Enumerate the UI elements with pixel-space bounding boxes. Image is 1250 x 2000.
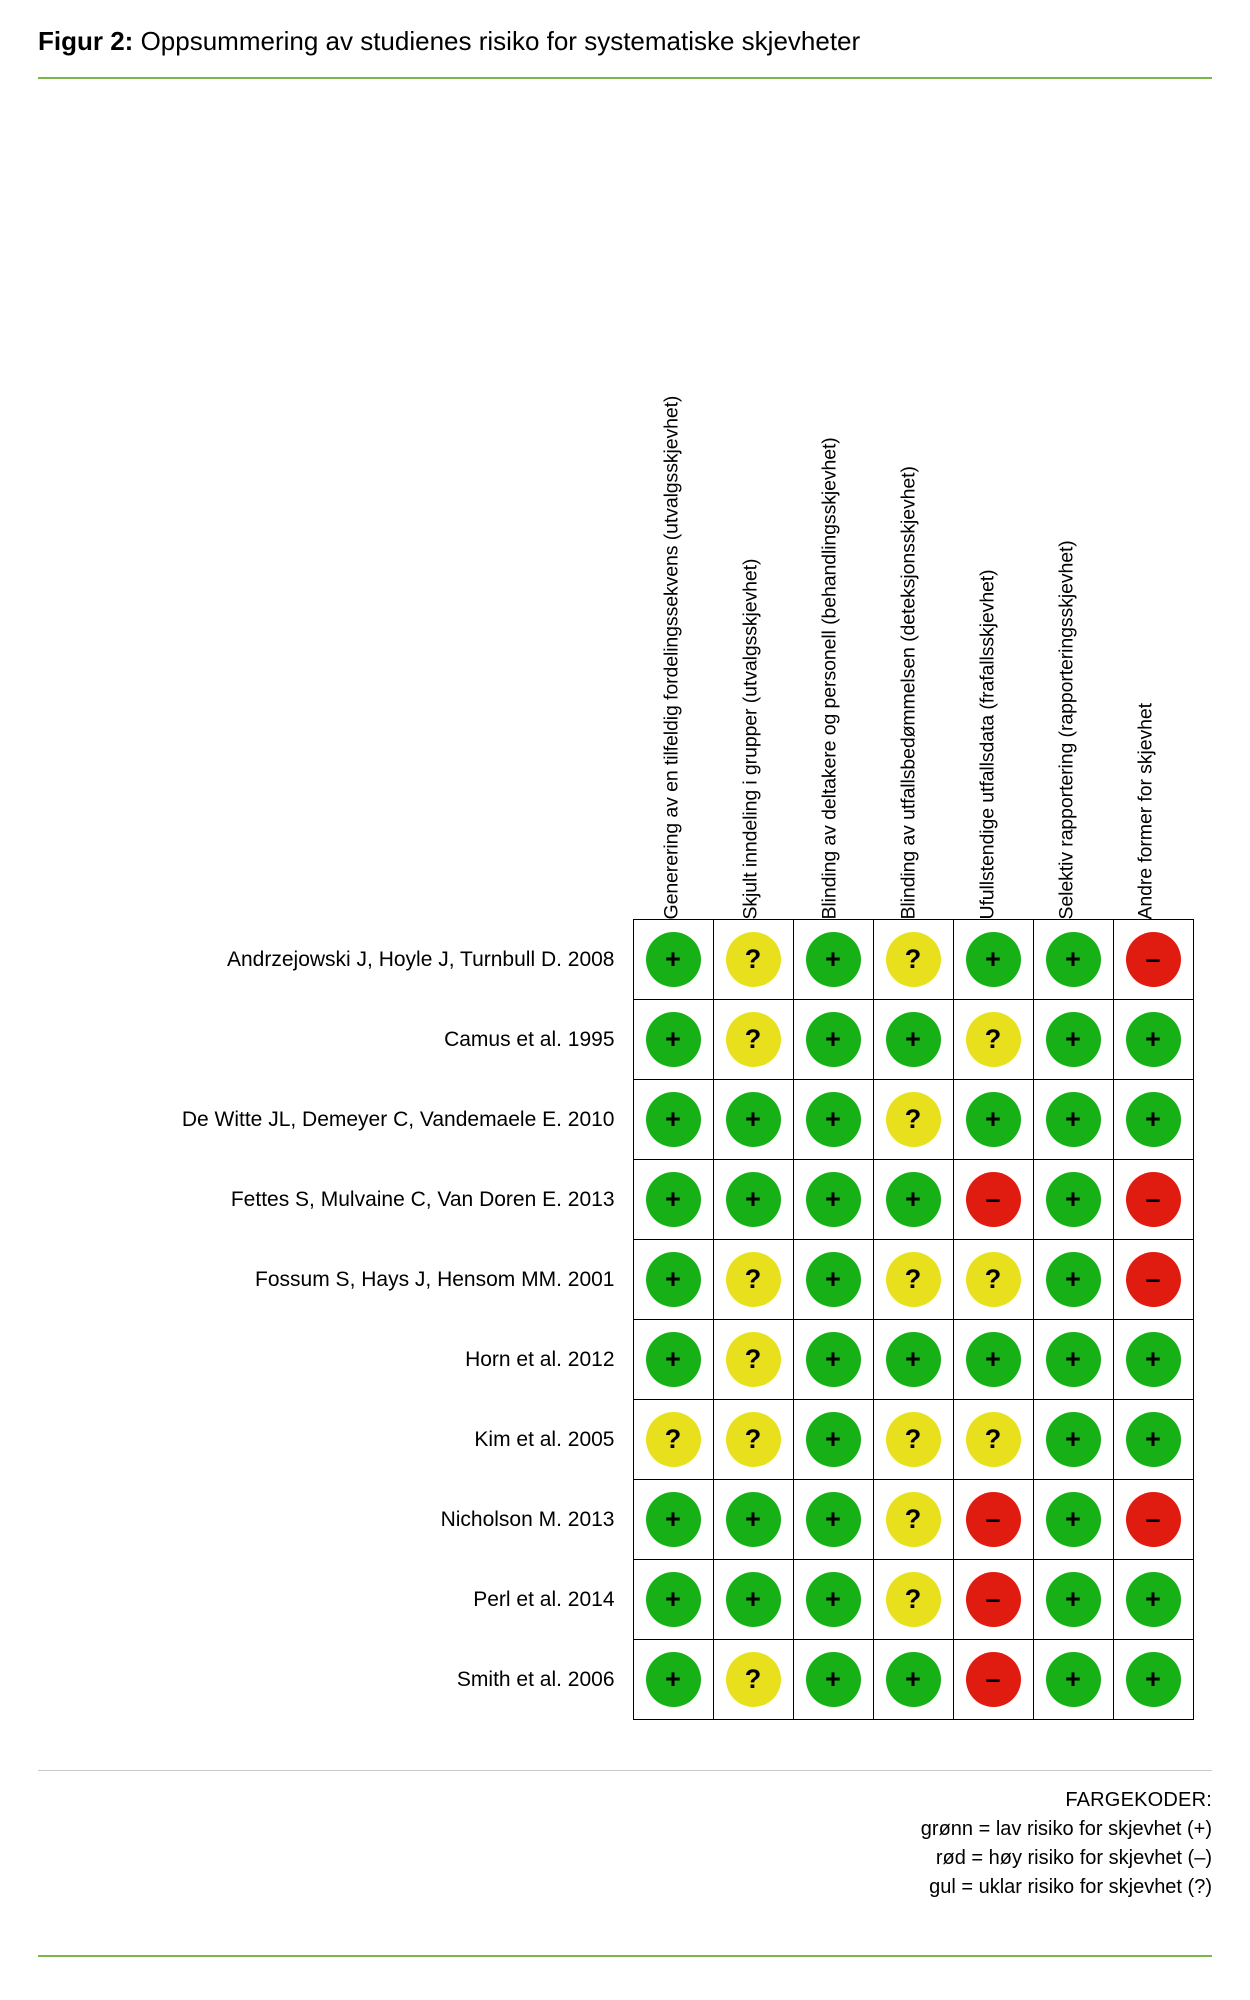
study-label: Kim et al. 2005 (474, 1427, 615, 1451)
risk-low-icon: + (1046, 1172, 1101, 1227)
risk-unclear-icon: ? (726, 1332, 781, 1387)
risk-unclear-icon: ? (726, 1652, 781, 1707)
risk-cell-2-5 (1033, 1080, 1113, 1160)
study-label: Fettes S, Mulvaine C, Van Doren E. 2013 (230, 1187, 615, 1211)
risk-low-icon: + (1126, 1652, 1181, 1707)
risk-cell-6-1 (713, 1400, 793, 1480)
risk-cell-3-4 (953, 1160, 1033, 1240)
risk-high-icon: – (966, 1652, 1021, 1707)
risk-low-icon: + (806, 1092, 861, 1147)
study-label: Andrzejowski J, Hoyle J, Turnbull D. 2008 (226, 947, 615, 971)
title-prefix: Figur 2: (38, 26, 134, 56)
risk-low-icon: + (1046, 1652, 1101, 1707)
risk-cell-2-1 (713, 1080, 793, 1160)
risk-cell-0-4 (953, 920, 1033, 1000)
risk-cell-7-4 (953, 1480, 1033, 1560)
risk-cell-6-5 (1033, 1400, 1113, 1480)
risk-cell-5-4 (953, 1320, 1033, 1400)
risk-cell-1-4 (953, 1000, 1033, 1080)
table-row (56, 1000, 1193, 1080)
risk-low-icon: + (1126, 1332, 1181, 1387)
risk-cell-4-4 (953, 1240, 1033, 1320)
risk-cell-5-2 (793, 1320, 873, 1400)
risk-cell-8-1 (713, 1560, 793, 1640)
table-row (56, 920, 1193, 1000)
risk-low-icon: + (1126, 1572, 1181, 1627)
risk-low-icon: + (1046, 932, 1101, 987)
risk-cell-7-2 (793, 1480, 873, 1560)
risk-cell-4-3 (873, 1240, 953, 1320)
risk-cell-2-2 (793, 1080, 873, 1160)
legend-divider (38, 1770, 1212, 1771)
risk-low-icon: + (806, 1652, 861, 1707)
risk-cell-0-6 (1113, 920, 1193, 1000)
risk-of-bias-chart (38, 89, 1212, 1720)
risk-unclear-icon: ? (966, 1252, 1021, 1307)
risk-low-icon: + (1046, 1012, 1101, 1067)
risk-cell-1-2 (793, 1000, 873, 1080)
risk-low-icon: + (806, 1172, 861, 1227)
risk-cell-6-6 (1113, 1400, 1193, 1480)
legend-line-yellow: gul = uklar risiko for skjevhet (?) (929, 1876, 1212, 1898)
risk-unclear-icon: ? (726, 932, 781, 987)
risk-high-icon: – (1126, 1252, 1181, 1307)
title-divider (38, 77, 1212, 79)
risk-cell-1-3 (873, 1000, 953, 1080)
risk-cell-9-0 (633, 1640, 713, 1720)
risk-cell-1-1 (713, 1000, 793, 1080)
risk-cell-7-6 (1113, 1480, 1193, 1560)
table-row (56, 1160, 1193, 1240)
risk-cell-4-1 (713, 1240, 793, 1320)
risk-low-icon: + (966, 1332, 1021, 1387)
risk-unclear-icon: ? (726, 1012, 781, 1067)
column-header-4: Ufullstendige utfallsdata (frafallsskjevhet) (976, 569, 999, 920)
risk-cell-0-3 (873, 920, 953, 1000)
risk-low-icon: + (886, 1172, 941, 1227)
risk-cell-3-0 (633, 1160, 713, 1240)
risk-cell-5-6 (1113, 1320, 1193, 1400)
risk-unclear-icon: ? (726, 1252, 781, 1307)
risk-unclear-icon: ? (726, 1412, 781, 1467)
risk-cell-4-5 (1033, 1240, 1113, 1320)
risk-cell-5-1 (713, 1320, 793, 1400)
risk-cell-6-3 (873, 1400, 953, 1480)
study-label: Horn et al. 2012 (465, 1347, 615, 1371)
risk-low-icon: + (646, 1172, 701, 1227)
bottom-divider (38, 1955, 1212, 1957)
column-header-2: Blinding av deltakere og personell (behandlingsskjevhet) (818, 436, 841, 920)
risk-cell-3-3 (873, 1160, 953, 1240)
risk-cell-3-6 (1113, 1160, 1193, 1240)
risk-low-icon: + (886, 1012, 941, 1067)
risk-cell-4-2 (793, 1240, 873, 1320)
risk-unclear-icon: ? (966, 1412, 1021, 1467)
table-row (56, 1080, 1193, 1160)
risk-unclear-icon: ? (646, 1412, 701, 1467)
risk-cell-9-4 (953, 1640, 1033, 1720)
legend-line-red: rød = høy risiko for skjevhet (–) (935, 1847, 1212, 1869)
risk-high-icon: – (1126, 932, 1181, 987)
risk-unclear-icon: ? (966, 1012, 1021, 1067)
risk-cell-3-1 (713, 1160, 793, 1240)
column-header-6: Andre former for skjevhet (1134, 702, 1157, 920)
risk-unclear-icon: ? (886, 1572, 941, 1627)
risk-low-icon: + (726, 1092, 781, 1147)
risk-cell-5-5 (1033, 1320, 1113, 1400)
risk-unclear-icon: ? (886, 1412, 941, 1467)
risk-cell-0-1 (713, 920, 793, 1000)
risk-cell-9-5 (1033, 1640, 1113, 1720)
risk-low-icon: + (646, 1492, 701, 1547)
risk-low-icon: + (1046, 1572, 1101, 1627)
risk-cell-1-6 (1113, 1000, 1193, 1080)
risk-high-icon: – (966, 1572, 1021, 1627)
risk-cell-2-4 (953, 1080, 1033, 1160)
risk-of-bias-table (56, 919, 1194, 1720)
study-label: Fossum S, Hays J, Hensom MM. 2001 (255, 1267, 615, 1291)
risk-low-icon: + (646, 1252, 701, 1307)
risk-cell-1-0 (633, 1000, 713, 1080)
risk-cell-8-6 (1113, 1560, 1193, 1640)
table-row (56, 1320, 1193, 1400)
risk-cell-8-5 (1033, 1560, 1113, 1640)
risk-low-icon: + (886, 1652, 941, 1707)
risk-low-icon: + (646, 1092, 701, 1147)
risk-cell-8-3 (873, 1560, 953, 1640)
risk-low-icon: + (1126, 1012, 1181, 1067)
risk-cell-9-3 (873, 1640, 953, 1720)
table-row (56, 1480, 1193, 1560)
title-text: Oppsummering av studienes risiko for systematiske skjevheter (133, 26, 861, 56)
study-label: De Witte JL, Demeyer C, Vandemaele E. 2010 (181, 1107, 615, 1131)
risk-cell-2-3 (873, 1080, 953, 1160)
study-label: Nicholson M. 2013 (440, 1507, 615, 1531)
risk-low-icon: + (726, 1172, 781, 1227)
risk-cell-7-1 (713, 1480, 793, 1560)
column-header-0: Generering av en tilfeldig fordelingssekvens (utvalgsskjevhet) (660, 395, 683, 920)
risk-low-icon: + (1046, 1092, 1101, 1147)
risk-low-icon: + (1126, 1092, 1181, 1147)
risk-cell-9-2 (793, 1640, 873, 1720)
matrix-wrapper (56, 919, 1212, 1720)
risk-cell-9-6 (1113, 1640, 1193, 1720)
risk-cell-3-5 (1033, 1160, 1113, 1240)
risk-cell-0-0 (633, 920, 713, 1000)
legend (921, 1786, 1212, 1902)
risk-low-icon: + (806, 1012, 861, 1067)
table-row (56, 1240, 1193, 1320)
risk-cell-0-5 (1033, 920, 1113, 1000)
risk-unclear-icon: ? (886, 1492, 941, 1547)
risk-low-icon: + (966, 1092, 1021, 1147)
risk-unclear-icon: ? (886, 1092, 941, 1147)
risk-cell-6-0 (633, 1400, 713, 1480)
risk-low-icon: + (1046, 1492, 1101, 1547)
risk-low-icon: + (1046, 1412, 1101, 1467)
risk-cell-7-5 (1033, 1480, 1113, 1560)
risk-low-icon: + (1046, 1252, 1101, 1307)
risk-cell-8-2 (793, 1560, 873, 1640)
risk-cell-7-0 (633, 1480, 713, 1560)
risk-cell-6-2 (793, 1400, 873, 1480)
risk-cell-6-4 (953, 1400, 1033, 1480)
risk-cell-4-6 (1113, 1240, 1193, 1320)
risk-low-icon: + (806, 1252, 861, 1307)
risk-low-icon: + (726, 1572, 781, 1627)
risk-unclear-icon: ? (886, 1252, 941, 1307)
column-headers (38, 89, 1212, 919)
risk-cell-9-1 (713, 1640, 793, 1720)
risk-high-icon: – (966, 1492, 1021, 1547)
study-label: Perl et al. 2014 (473, 1587, 615, 1611)
risk-low-icon: + (966, 932, 1021, 987)
risk-low-icon: + (806, 932, 861, 987)
risk-low-icon: + (1046, 1332, 1101, 1387)
table-row (56, 1560, 1193, 1640)
risk-cell-0-2 (793, 920, 873, 1000)
risk-cell-5-0 (633, 1320, 713, 1400)
column-header-3: Blinding av utfallsbedømmelsen (deteksjonsskjevhet) (897, 465, 920, 920)
risk-low-icon: + (1126, 1412, 1181, 1467)
column-header-1: Skjult inndeling i grupper (utvalgsskjevhet) (739, 558, 762, 920)
risk-cell-5-3 (873, 1320, 953, 1400)
study-label: Smith et al. 2006 (456, 1667, 615, 1691)
risk-cell-7-3 (873, 1480, 953, 1560)
column-header-5: Selektiv rapportering (rapporteringsskjevhet) (1055, 540, 1078, 920)
risk-high-icon: – (1126, 1492, 1181, 1547)
risk-cell-3-2 (793, 1160, 873, 1240)
risk-cell-8-4 (953, 1560, 1033, 1640)
risk-cell-2-6 (1113, 1080, 1193, 1160)
risk-low-icon: + (646, 932, 701, 987)
risk-cell-2-0 (633, 1080, 713, 1160)
page-title (38, 0, 1212, 57)
risk-low-icon: + (806, 1332, 861, 1387)
risk-low-icon: + (726, 1492, 781, 1547)
legend-heading: FARGEKODER: (1065, 1789, 1212, 1811)
risk-high-icon: – (1126, 1172, 1181, 1227)
risk-cell-4-0 (633, 1240, 713, 1320)
risk-low-icon: + (806, 1492, 861, 1547)
risk-low-icon: + (886, 1332, 941, 1387)
legend-line-green: grønn = lav risiko for skjevhet (+) (920, 1818, 1212, 1840)
risk-cell-1-5 (1033, 1000, 1113, 1080)
risk-low-icon: + (806, 1572, 861, 1627)
risk-unclear-icon: ? (886, 932, 941, 987)
risk-low-icon: + (646, 1332, 701, 1387)
risk-low-icon: + (646, 1012, 701, 1067)
table-row (56, 1640, 1193, 1720)
risk-low-icon: + (646, 1572, 701, 1627)
study-label: Camus et al. 1995 (444, 1027, 615, 1051)
risk-low-icon: + (806, 1412, 861, 1467)
risk-high-icon: – (966, 1172, 1021, 1227)
table-row (56, 1400, 1193, 1480)
risk-low-icon: + (646, 1652, 701, 1707)
risk-cell-8-0 (633, 1560, 713, 1640)
